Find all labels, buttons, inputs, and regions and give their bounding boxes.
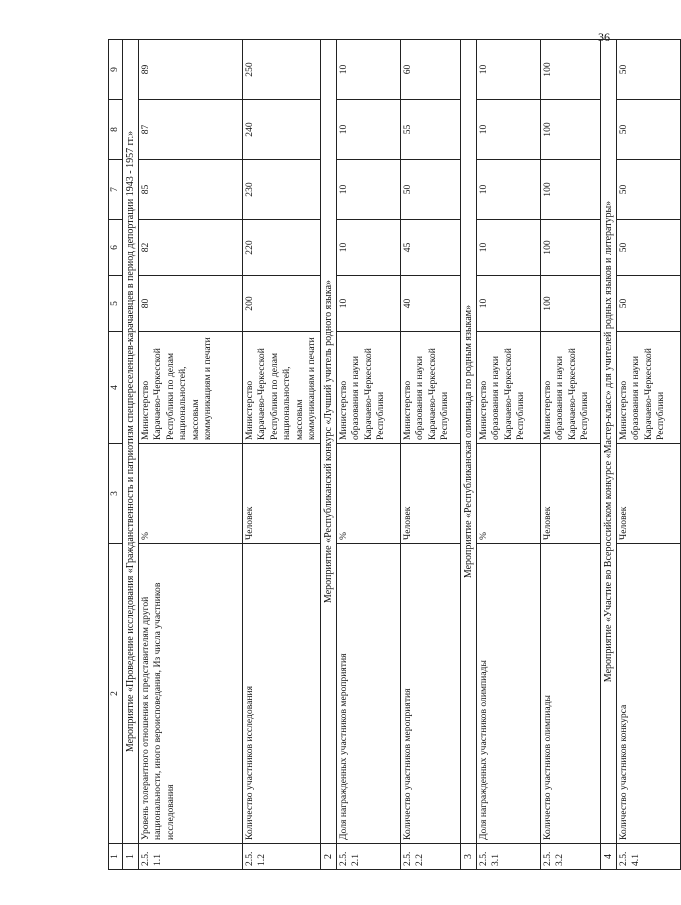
table-row xyxy=(540,40,600,870)
value-cell: 240 xyxy=(243,100,321,160)
section-number: 2 xyxy=(320,844,336,870)
unit: Человек xyxy=(400,444,460,544)
table-row xyxy=(476,40,540,870)
value-cell: 10 xyxy=(476,276,540,332)
column-header: 6 xyxy=(109,220,123,276)
section-number: 1 xyxy=(123,844,139,870)
table-row xyxy=(139,40,243,870)
value-cell: 10 xyxy=(476,100,540,160)
value-cell: 220 xyxy=(243,220,321,276)
page-number: 36 xyxy=(598,30,610,44)
section-row xyxy=(123,40,139,870)
value-cell: 10 xyxy=(476,40,540,100)
unit: Человек xyxy=(540,444,600,544)
value-cell: 87 xyxy=(139,100,243,160)
section-row xyxy=(600,40,616,870)
section-number: 4 xyxy=(600,844,616,870)
table-row xyxy=(243,40,321,870)
column-header: 4 xyxy=(109,332,123,444)
unit: Человек xyxy=(616,444,680,544)
value-cell: 230 xyxy=(243,160,321,220)
value-cell: 50 xyxy=(616,160,680,220)
value-cell: 50 xyxy=(616,220,680,276)
indicators-table xyxy=(108,39,681,870)
executor: Министерство Карачаево-Черкесской Республики по делам национальностей, массовым коммуникациям и печати xyxy=(139,332,243,444)
unit: Человек xyxy=(243,444,321,544)
executor: Министерство образования и науки Карачаево-Черкесской Республики xyxy=(540,332,600,444)
value-cell: 55 xyxy=(400,100,460,160)
value-cell: 10 xyxy=(336,100,400,160)
value-cell: 100 xyxy=(540,276,600,332)
row-code: 2.5.1.2 xyxy=(243,844,321,870)
indicator-name: Количество участников олимпиады xyxy=(540,544,600,844)
value-cell: 50 xyxy=(616,100,680,160)
unit: % xyxy=(476,444,540,544)
value-cell: 10 xyxy=(336,276,400,332)
value-cell: 60 xyxy=(400,40,460,100)
value-cell: 10 xyxy=(476,220,540,276)
value-cell: 82 xyxy=(139,220,243,276)
value-cell: 10 xyxy=(336,40,400,100)
column-header: 8 xyxy=(109,100,123,160)
value-cell: 85 xyxy=(139,160,243,220)
value-cell: 40 xyxy=(400,276,460,332)
value-cell: 10 xyxy=(336,220,400,276)
indicator-name: Количество участников мероприятия xyxy=(400,544,460,844)
executor: Министерство образования и науки Карачаево-Черкесской Республики xyxy=(616,332,680,444)
table-row xyxy=(616,40,680,870)
rotated-page xyxy=(108,40,667,870)
section-row xyxy=(460,40,476,870)
indicator-name: Доля награжденных участников мероприятия xyxy=(336,544,400,844)
value-cell: 200 xyxy=(243,276,321,332)
row-code: 2.5.3.1 xyxy=(476,844,540,870)
value-cell: 50 xyxy=(400,160,460,220)
indicator-name: Количество участников конкурса xyxy=(616,544,680,844)
column-header: 5 xyxy=(109,276,123,332)
value-cell: 45 xyxy=(400,220,460,276)
executor: Министерство образования и науки Карачаево-Черкесской Республики xyxy=(476,332,540,444)
row-code: 2.5.2.2 xyxy=(400,844,460,870)
column-header: 1 xyxy=(109,844,123,870)
executor: Министерство Карачаево-Черкесской Республики по делам национальностей, массовым коммуникациям и печати xyxy=(243,332,321,444)
column-header: 7 xyxy=(109,160,123,220)
executor: Министерство образования и науки Карачаево-Черкесской Республики xyxy=(336,332,400,444)
section-title: Мероприятие «Республиканский конкурс «Лучший учитель родного языка» xyxy=(320,40,336,844)
indicator-name: Количество участников исследования xyxy=(243,544,321,844)
value-cell: 100 xyxy=(540,160,600,220)
column-header: 3 xyxy=(109,444,123,544)
value-cell: 10 xyxy=(336,160,400,220)
section-title: Мероприятие «Республиканская олимпиада по родным языкам» xyxy=(460,40,476,844)
section-number: 3 xyxy=(460,844,476,870)
row-code: 2.5.4.1 xyxy=(616,844,680,870)
value-cell: 100 xyxy=(540,100,600,160)
value-cell: 89 xyxy=(139,40,243,100)
column-header: 9 xyxy=(109,40,123,100)
section-row xyxy=(320,40,336,870)
row-code: 2.5.1.1 xyxy=(139,844,243,870)
value-cell: 100 xyxy=(540,40,600,100)
value-cell: 10 xyxy=(476,160,540,220)
column-header-row xyxy=(109,40,123,870)
section-title: Мероприятие «Участие во Всероссийском конкурсе «Мастер-класс» для учителей родных языков и литературы» xyxy=(600,40,616,844)
executor: Министерство образования и науки Карачаево-Черкесской Республики xyxy=(400,332,460,444)
value-cell: 250 xyxy=(243,40,321,100)
indicator-name: Уровень толерантного отношения к представителям другой национальности, иного вероисповедания, Из числа участников исследования xyxy=(139,544,243,844)
row-code: 2.5.2.1 xyxy=(336,844,400,870)
indicator-name: Доля награжденных участников олимпиады xyxy=(476,544,540,844)
column-header: 2 xyxy=(109,544,123,844)
row-code: 2.5.3.2 xyxy=(540,844,600,870)
unit: % xyxy=(336,444,400,544)
value-cell: 100 xyxy=(540,220,600,276)
value-cell: 50 xyxy=(616,40,680,100)
value-cell: 80 xyxy=(139,276,243,332)
value-cell: 50 xyxy=(616,276,680,332)
table-row xyxy=(336,40,400,870)
table-body xyxy=(109,40,681,870)
table-row xyxy=(400,40,460,870)
unit: % xyxy=(139,444,243,544)
section-title: Мероприятие «Проведение исследования «Гражданственность и патриотизм спецпереселенцев-карачаевцев в период депортации 1943 - 1957 гг.» xyxy=(123,40,139,844)
